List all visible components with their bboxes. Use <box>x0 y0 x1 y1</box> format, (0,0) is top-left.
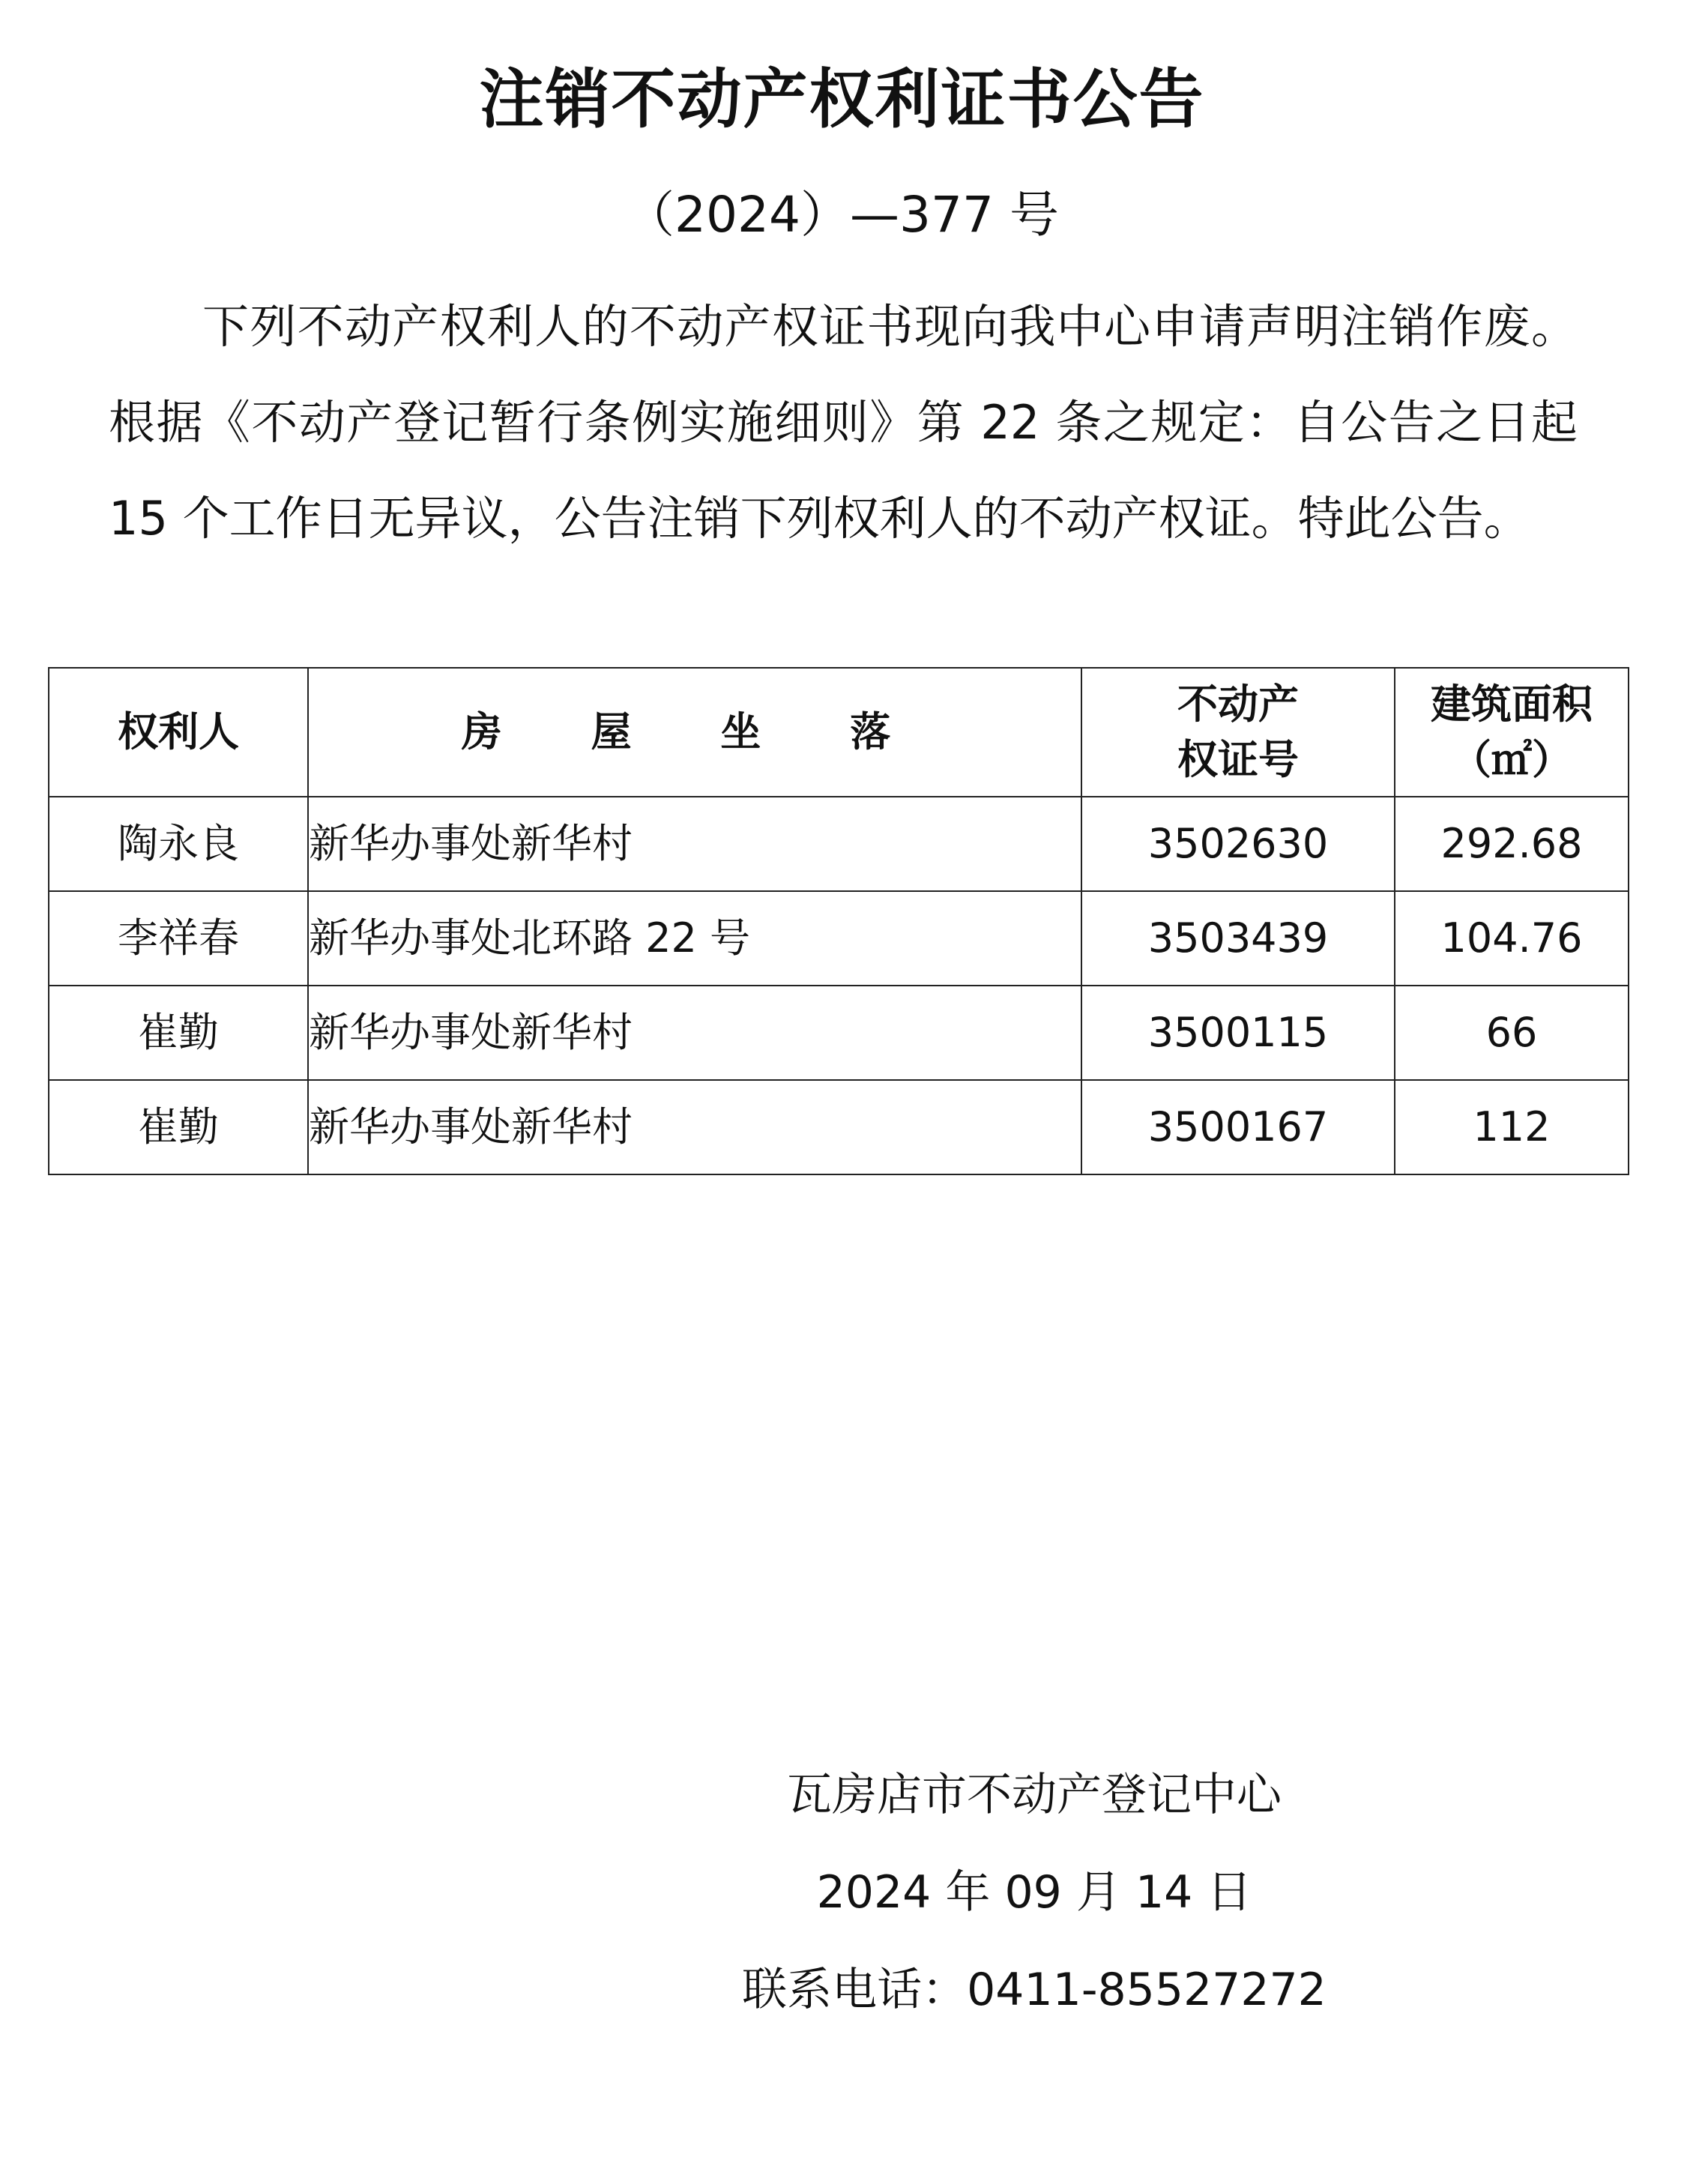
floor-area-cell: 66 <box>1395 986 1629 1080</box>
certificate-number-cell: 3500167 <box>1081 1080 1395 1174</box>
header-location: 房 屋 坐 落 <box>308 668 1081 797</box>
notice-body: 下列不动产权利人的不动产权证书现向我中心申请声明注销作废。根据《不动产登记暂行条例实施细则》第 22 条之规定：自公告之日起 15 个工作日无异议，公告注销下列权利人的不动产权证。特此公告。 <box>109 299 1578 546</box>
table-row <box>49 891 1629 986</box>
location-cell: 新华办事处新华村 <box>308 797 1081 891</box>
table-row <box>49 797 1629 891</box>
header-holder: 权利人 <box>49 668 308 797</box>
header-certificate-number: 不动产 权证号 <box>1081 668 1395 797</box>
holder-cell: 李祥春 <box>49 891 308 986</box>
table-row <box>49 1080 1629 1174</box>
document-number: （2024）—377 号 <box>625 186 1059 244</box>
floor-area-cell: 292.68 <box>1395 797 1629 891</box>
certificate-number-cell: 3502630 <box>1081 797 1395 891</box>
holder-cell: 崔勤 <box>49 1080 308 1174</box>
location-cell: 新华办事处北环路 22 号 <box>308 891 1081 986</box>
table-row <box>49 986 1629 1080</box>
holder-cell: 崔勤 <box>49 986 308 1080</box>
table-header-row <box>49 668 1629 797</box>
certificate-number-cell: 3503439 <box>1081 891 1395 986</box>
floor-area-cell: 112 <box>1395 1080 1629 1174</box>
contact-phone: 联系电话：0411-85527272 <box>742 1964 1327 2016</box>
issuing-authority: 瓦房店市不动产登记中心 <box>787 1769 1282 1821</box>
certificate-number-cell: 3500115 <box>1081 986 1395 1080</box>
location-cell: 新华办事处新华村 <box>308 1080 1081 1174</box>
holder-cell: 陶永良 <box>49 797 308 891</box>
certificate-table <box>48 667 1629 1175</box>
issue-date: 2024 年 09 月 14 日 <box>816 1866 1252 1919</box>
header-floor-area: 建筑面积 （㎡） <box>1395 668 1629 797</box>
location-cell: 新华办事处新华村 <box>308 986 1081 1080</box>
notice-title: 注销不动产权利证书公告 <box>479 62 1205 137</box>
floor-area-cell: 104.76 <box>1395 891 1629 986</box>
